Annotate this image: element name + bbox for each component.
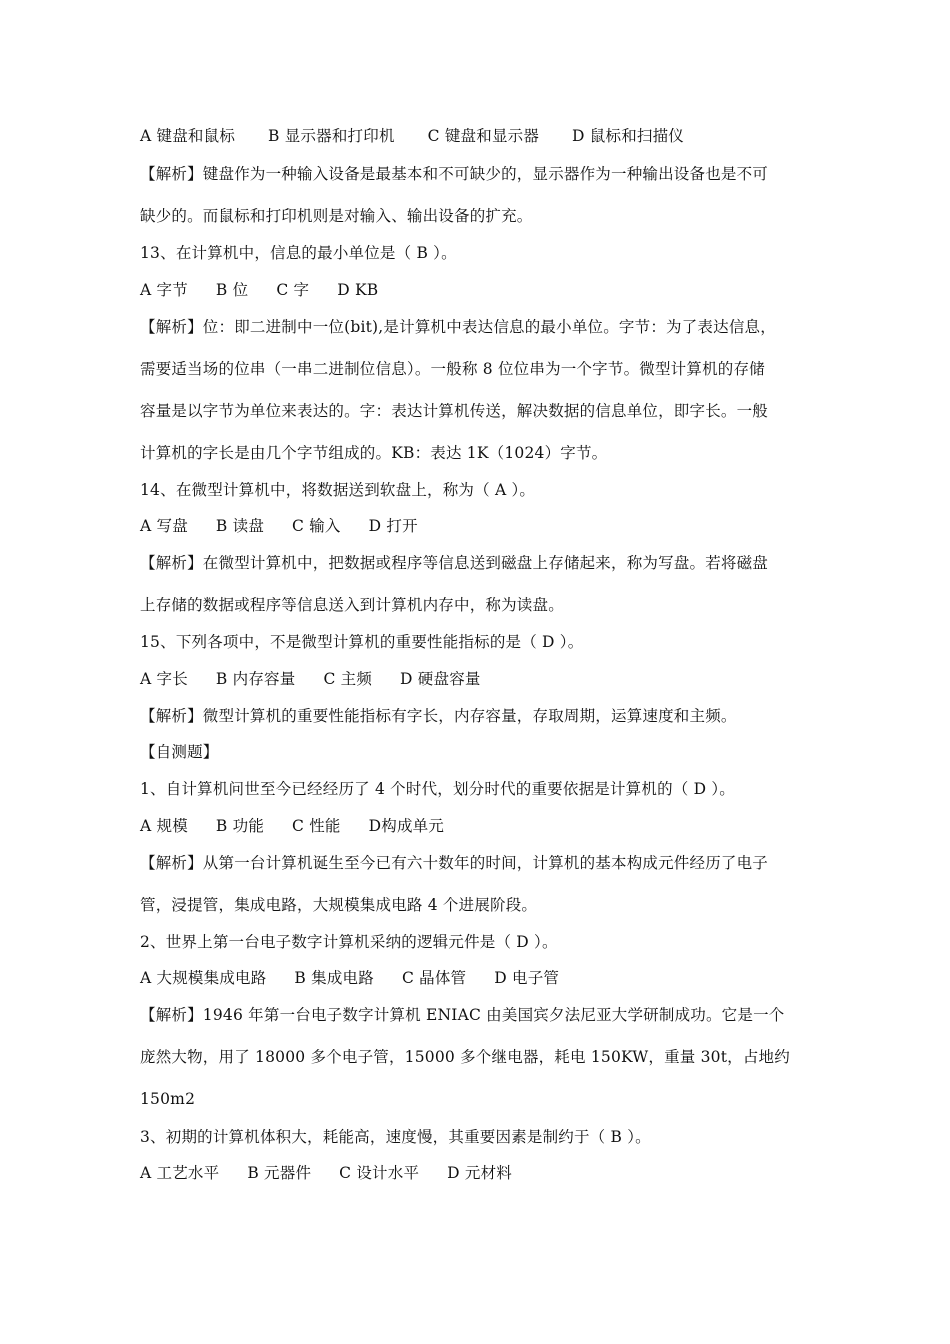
analysis-line: 管，浸提管，集成电路，大规模集成电路 4 个进展阶段。 (140, 896, 538, 914)
option-c: C 主频 (323, 670, 373, 688)
option-a: A 写盘 (140, 517, 188, 535)
option-c: C 字 (276, 281, 310, 299)
analysis-line: 缺少的。而鼠标和打印机则是对输入、输出设备的扩充。 (140, 207, 533, 225)
analysis-line: 容量是以字节为单位来表达的。字：表达计算机传送，解决数据的信息单位，即字长。一般 (140, 402, 769, 420)
option-b: B 内存容量 (215, 670, 296, 688)
question-15: 15、下列各项中，不是微型计算机的重要性能指标的是（ D ）。 (140, 633, 584, 651)
option-a: A 字长 (140, 670, 188, 688)
question-1: 1、自计算机问世至今已经经历了 4 个时代，划分时代的重要依据是计算机的（ D ）。 (140, 780, 736, 798)
analysis-line: 【解析】在微型计算机中，把数据或程序等信息送到磁盘上存储起来，称为写盘。若将磁盘 (140, 554, 769, 572)
option-d: D KB (337, 281, 379, 299)
option-a: A 大规模集成电路 (140, 969, 267, 987)
analysis-line: 上存储的数据或程序等信息送入到计算机内存中，称为读盘。 (140, 596, 564, 614)
options-line-q1 (140, 816, 830, 836)
option-d: D 鼠标和扫描仪 (572, 127, 685, 145)
option-a: A 工艺水平 (140, 1164, 220, 1182)
analysis-line: 【解析】从第一台计算机诞生至今已有六十数年的时间，计算机的基本构成元件经历了电子 (140, 854, 769, 872)
analysis-line: 【解析】1946 年第一台电子数字计算机 ENIAC 由美国宾夕法尼亚大学研制成功。它是一个 (140, 1006, 785, 1024)
options-line-q14 (140, 516, 830, 536)
option-b: B 显示器和打印机 (268, 127, 395, 145)
section-heading: 【自测题】 (140, 743, 219, 761)
question-2: 2、世界上第一台电子数字计算机采纳的逻辑元件是（ D ）。 (140, 933, 558, 951)
options-line-q2 (140, 968, 830, 988)
question-13: 13、在计算机中，信息的最小单位是（ B ）。 (140, 244, 457, 262)
option-a: A 字节 (140, 281, 188, 299)
option-b: B 功能 (215, 817, 265, 835)
option-c: C 设计水平 (339, 1164, 420, 1182)
options-line-q12 (140, 126, 830, 146)
option-b: B 集成电路 (294, 969, 374, 987)
options-line-q3 (140, 1163, 830, 1183)
analysis-line: 【解析】位：即二进制中一位(bit),是计算机中表达信息的最小单位。字节：为了表达信息， (140, 318, 776, 336)
option-c: C 输入 (292, 517, 341, 535)
option-b: B 读盘 (215, 517, 265, 535)
options-line-q15 (140, 669, 830, 689)
question-14: 14、在微型计算机中，将数据送到软盘上，称为（ A ）。 (140, 481, 536, 499)
analysis-line: 计算机的字长是由几个字节组成的。KB：表达 1K（1024）字节。 (140, 444, 608, 462)
analysis-line: 150m2 (140, 1090, 196, 1108)
option-a: A 键盘和鼠标 (140, 127, 236, 145)
option-d: D 打开 (368, 517, 418, 535)
option-c: C 性能 (292, 817, 341, 835)
option-d: D 硬盘容量 (400, 670, 481, 688)
option-d: D 电子管 (494, 969, 560, 987)
option-b: B 元器件 (247, 1164, 312, 1182)
option-c: C 晶体管 (401, 969, 467, 987)
options-line-q13 (140, 280, 830, 300)
option-a: A 规模 (140, 817, 188, 835)
option-d: D 元材料 (447, 1164, 513, 1182)
option-c: C 键盘和显示器 (427, 127, 540, 145)
analysis-line: 【解析】微型计算机的重要性能指标有字长，内存容量，存取周期，运算速度和主频。 (140, 707, 737, 725)
option-b: B 位 (215, 281, 249, 299)
question-3: 3、初期的计算机体积大，耗能高，速度慢，其重要因素是制约于（ B ）。 (140, 1128, 651, 1146)
analysis-line: 需要适当场的位串（一串二进制位信息）。一般称 8 位位串为一个字节。微型计算机的存储 (140, 360, 765, 378)
analysis-line: 【解析】键盘作为一种输入设备是最基本和不可缺少的，显示器作为一种输出设备也是不可 (140, 165, 769, 183)
option-d: D构成单元 (368, 817, 445, 835)
analysis-line: 庞然大物，用了 18000 多个电子管，15000 多个继电器，耗电 150KW，重量 30t，占地约 (140, 1048, 790, 1066)
